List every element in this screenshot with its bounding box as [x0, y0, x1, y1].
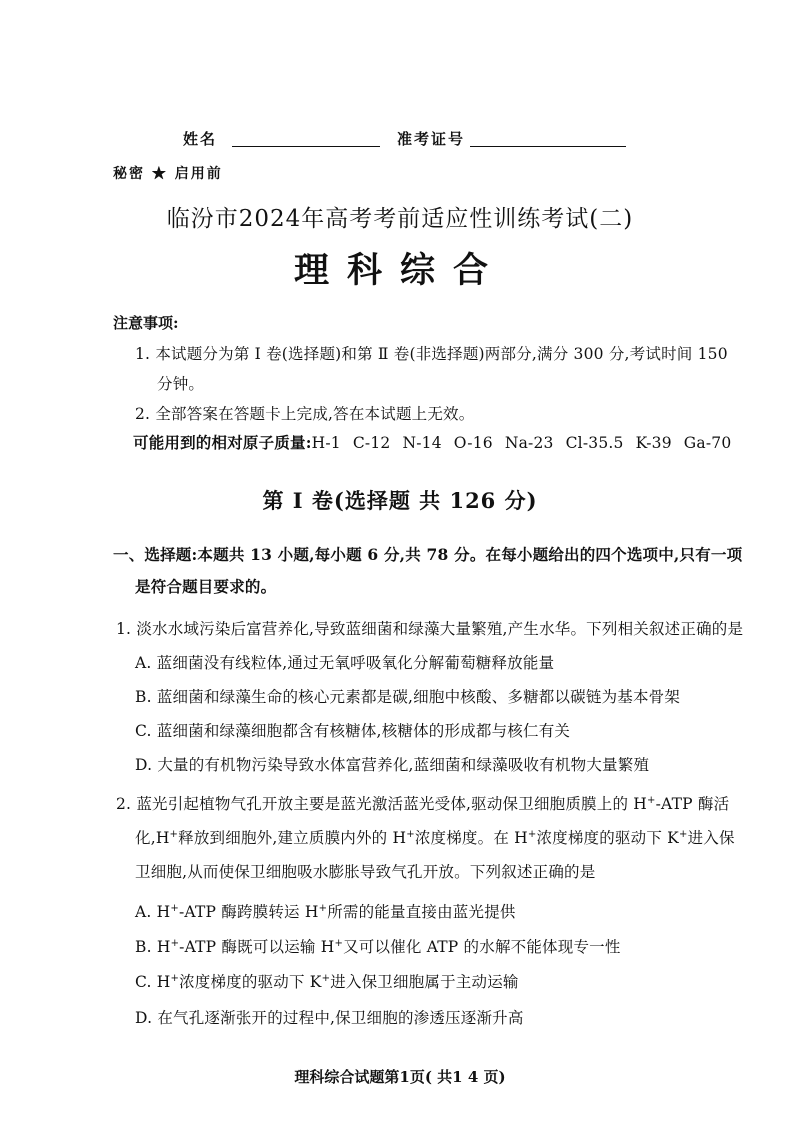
- superscript-plus: +: [170, 972, 180, 984]
- superscript-plus: +: [334, 937, 344, 949]
- text-segment: C. H: [135, 973, 171, 991]
- ticket-number-label: 准考证号: [397, 130, 466, 148]
- text-segment: 2. 蓝光引起植物气孔开放主要是蓝光激活蓝光受体,驱动保卫细胞质膜上的 H: [116, 795, 647, 813]
- text-segment: 释放到细胞外,建立质膜内外的 H: [178, 829, 407, 847]
- atomic-mass-label: 可能用到的相对原子质量:: [133, 433, 312, 452]
- atomic-mass-item: H-1: [311, 434, 341, 452]
- superscript-plus: +: [318, 902, 328, 914]
- superscript-plus: +: [406, 828, 415, 840]
- atomic-mass-item: Ga-70: [683, 434, 732, 452]
- notes-heading: 注意事项:: [113, 314, 179, 332]
- text-segment: A. H: [135, 903, 171, 921]
- confidential-mark: 秘密 ★ 启用前: [113, 166, 223, 182]
- note-item-2: 2. 全部答案在答题卡上完成,答在本试题上无效。: [135, 405, 475, 423]
- note-item-1: 1. 本试题分为第 Ⅰ 卷(选择题)和第 Ⅱ 卷(非选择题)两部分,满分 300 分,考试时间 150: [135, 345, 728, 363]
- question-2-stem-line-2: [135, 826, 735, 848]
- question-2-option-b: [135, 935, 621, 957]
- atomic-mass-line: [133, 431, 743, 453]
- atomic-mass-item: N-14: [402, 434, 442, 452]
- atomic-mass-item: O-16: [453, 434, 493, 452]
- question-1-option-b: B. 蓝细菌和绿藻生命的核心元素都是碳,细胞中核酸、多糖都以碳链为基本骨架: [135, 688, 681, 706]
- text-segment: 进入保: [687, 829, 735, 847]
- atomic-mass-item: K-39: [635, 434, 672, 452]
- section-instruction-continued: 是符合题目要求的。: [135, 577, 277, 596]
- text-segment: 浓度梯度的驱动下 K: [179, 973, 322, 991]
- question-2-stem-line-3: 卫细胞,从而使保卫细胞吸水膨胀导致气孔开放。下列叙述正确的是: [135, 863, 596, 881]
- superscript-plus: +: [647, 794, 656, 806]
- text-segment: -ATP 酶既可以运输 H: [179, 938, 335, 956]
- question-2-stem-line-1: [116, 792, 729, 814]
- superscript-plus: +: [527, 828, 537, 840]
- page-footer: 理科综合试题第1页( 共1 4 页): [294, 1068, 506, 1086]
- superscript-plus: +: [170, 902, 179, 914]
- text-segment: B. H: [135, 938, 171, 956]
- section-instruction: 一、选择题:本题共 13 小题,每小题 6 分,共 78 分。在每小题给出的四个选项中,只有一项: [113, 545, 743, 564]
- question-2-option-d: D. 在气孔逐渐张开的过程中,保卫细胞的渗透压逐渐升高: [135, 1009, 524, 1027]
- text-segment: 又可以催化 ATP 的水解不能体现专一性: [343, 938, 621, 956]
- atomic-mass-item: C-12: [352, 434, 391, 452]
- superscript-plus: +: [321, 972, 331, 984]
- text-segment: -ATP 酶活: [655, 795, 730, 813]
- section-title: 第 Ⅰ 卷(选择题 共 126 分): [262, 488, 538, 513]
- text-segment: 化,H: [135, 829, 170, 847]
- ticket-number-field-line: [470, 146, 626, 147]
- name-label: 姓名: [183, 130, 218, 148]
- subject-title: 理科综合: [293, 250, 506, 291]
- text-segment: -ATP 酶跨膜转运 H: [178, 903, 319, 921]
- question-1-option-c: C. 蓝细菌和绿藻细胞都含有核糖体,核糖体的形成都与核仁有关: [135, 722, 571, 740]
- superscript-plus: +: [678, 828, 688, 840]
- question-1-option-a: A. 蓝细菌没有线粒体,通过无氧呼吸氧化分解葡萄糖释放能量: [135, 654, 555, 672]
- question-2-option-a: [135, 900, 516, 922]
- atomic-mass-item: Cl-35.5: [565, 434, 624, 452]
- question-1-stem: 1. 淡水水域污染后富营养化,导致蓝细菌和绿藻大量繁殖,产生水华。下列相关叙述正确的是: [116, 620, 744, 638]
- question-2-option-c: [135, 970, 519, 992]
- question-1-option-d: D. 大量的有机物污染导致水体富营养化,蓝细菌和绿藻吸收有机物大量繁殖: [135, 756, 650, 774]
- name-field-line: [232, 146, 380, 147]
- superscript-plus: +: [169, 828, 179, 840]
- note-item-1-continued: 分钟。: [157, 375, 205, 393]
- text-segment: 进入保卫细胞属于主动运输: [330, 973, 519, 991]
- text-segment: 浓度梯度。在 H: [414, 829, 528, 847]
- exam-title: 临汾市2024年高考考前适应性训练考试(二): [166, 206, 634, 232]
- superscript-plus: +: [170, 937, 180, 949]
- text-segment: 浓度梯度的驱动下 K: [536, 829, 679, 847]
- atomic-mass-item: Na-23: [504, 434, 554, 452]
- text-segment: 所需的能量直接由蓝光提供: [327, 903, 516, 921]
